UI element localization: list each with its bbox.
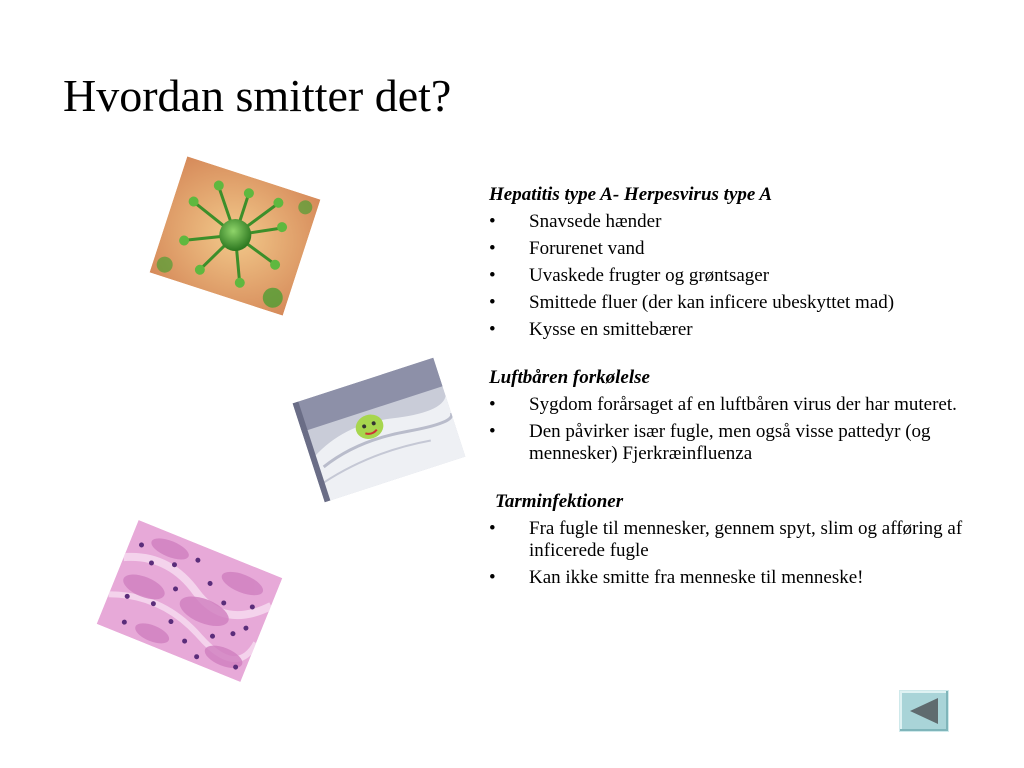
back-button[interactable] <box>899 690 949 732</box>
slide-title: Hvordan smitter det? <box>63 70 452 121</box>
list-item: • Snavsede hænder <box>489 211 662 232</box>
section-heading: Hepatitis type A- Herpesvirus type A <box>489 184 773 205</box>
list-item: • Smittede fluer (der kan inficere ubeskyttet mad) <box>489 292 895 313</box>
list-item: • Sygdom forårsaget af en luftbåren virus der har muteret. <box>489 394 957 415</box>
list-item: • Fra fugle til mennesker, gennem spyt, slim og afføring af inficerede fugle <box>489 518 963 561</box>
bullet-glyph: • <box>489 421 496 442</box>
list-item: • Kysse en smittebærer <box>489 319 693 340</box>
bullet-list <box>489 211 979 341</box>
section-hepatitis <box>489 184 979 341</box>
left-triangle-icon <box>900 691 948 731</box>
list-item: • Den påvirker især fugle, men også visse pattedyr (og mennesker) Fjerkræinfluenza <box>489 421 931 464</box>
bullet-list <box>489 394 979 465</box>
list-item: • Forurenet vand <box>489 238 645 259</box>
section-luftbaaren <box>489 367 979 465</box>
bullet-glyph: • <box>489 394 496 415</box>
tissue-microscopy <box>97 520 283 682</box>
bullet-glyph: • <box>489 211 496 232</box>
virus-illustration <box>150 156 321 315</box>
list-item: • Kan ikke smitte fra menneske til menneske! <box>489 567 864 588</box>
bullet-glyph: • <box>489 319 496 340</box>
section-heading: Luftbåren forkølelse <box>489 367 650 388</box>
bullet-glyph: • <box>489 567 496 588</box>
bullet-glyph: • <box>489 238 496 259</box>
section-heading: Tarminfektioner <box>495 491 624 512</box>
bullet-glyph: • <box>489 265 496 286</box>
bullet-glyph: • <box>489 518 496 539</box>
bullet-glyph: • <box>489 292 496 313</box>
section-tarminfektioner <box>489 491 979 589</box>
bullet-list <box>489 518 979 589</box>
list-item: • Uvaskede frugter og grøntsager <box>489 265 770 286</box>
slide-content <box>489 184 979 615</box>
hospital-bed-photo <box>293 358 466 503</box>
